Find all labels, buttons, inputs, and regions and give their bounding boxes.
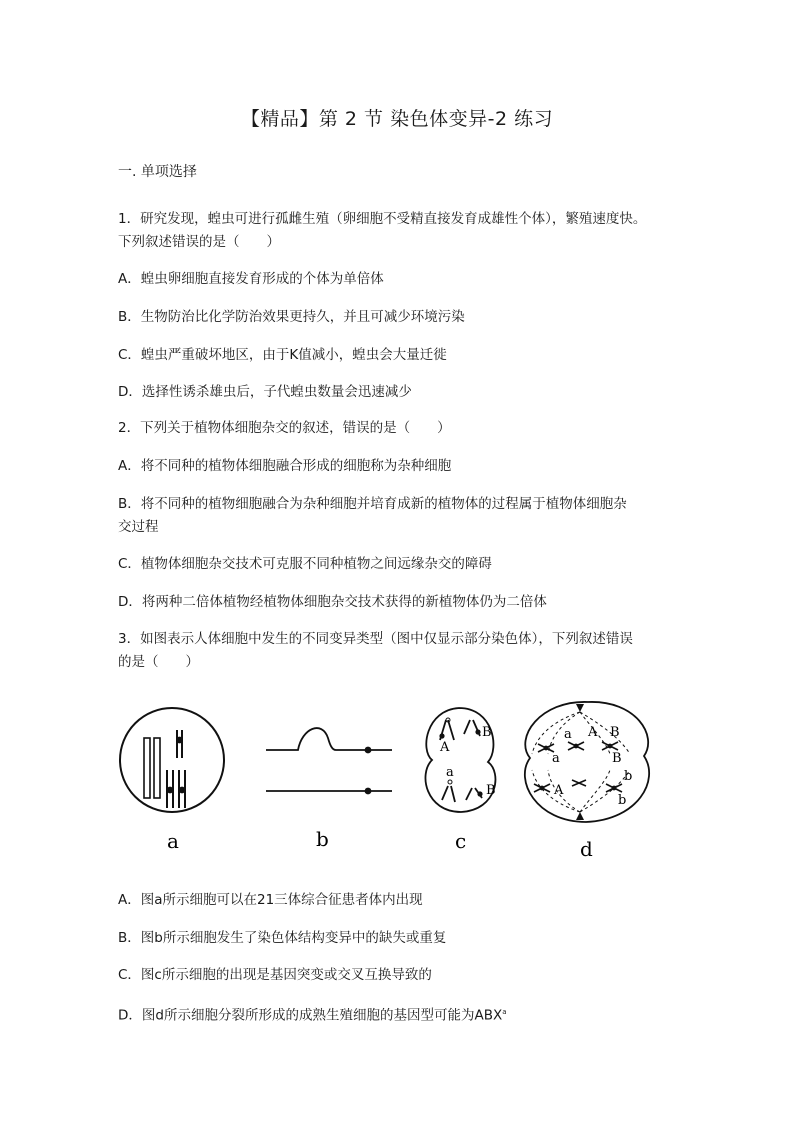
question-1-option-c: C．蝗虫严重破坏地区，由于K值减小，蝗虫会大量迁徙 [118, 347, 447, 363]
question-2-option-a: A．将不同种的植物体细胞融合形成的细胞称为杂种细胞 [118, 458, 452, 474]
question-1-stem-line-2: 下列叙述错误的是（ ） [118, 234, 280, 250]
chromosome-variation-figure [110, 690, 680, 865]
figure-d-gene-b-bottom: b [618, 793, 627, 808]
figure-d-label: d [580, 837, 593, 861]
figure-a-cell [120, 708, 224, 812]
figure-c-gene-B-bottom: B [486, 783, 496, 798]
question-1-option-d: D．选择性诱杀雄虫后，子代蝗虫数量会迅速减少 [118, 384, 412, 400]
question-2-stem: 2．下列关于植物体细胞杂交的叙述，错误的是（ ） [118, 420, 451, 436]
figure-c-gene-a: a [446, 765, 454, 780]
figure-c-gene-B-top: B [482, 725, 492, 740]
figure-c-label: c [455, 829, 467, 853]
question-3-stem-line-2: 的是（ ） [118, 654, 199, 670]
figure-d-cell [525, 702, 649, 822]
figure-c-gene-A: A [440, 740, 450, 755]
question-3-option-d-superscript: a [502, 1008, 507, 1016]
figure-d-gene-A-bottom: A [554, 783, 564, 798]
question-3-option-a: A．图a所示细胞可以在21三体综合征患者体内出现 [118, 892, 423, 908]
question-2-option-b-line-2: 交过程 [118, 519, 159, 535]
figure-b-label: b [316, 827, 329, 851]
figure-a-label: a [167, 829, 179, 853]
page-title: 【精品】第 2 节 染色体变异-2 练习 [240, 108, 554, 130]
figure-d-gene-b-mid: b [624, 769, 633, 784]
question-2-option-d: D．将两种二倍体植物经植物体细胞杂交技术获得的新植物体仍为二倍体 [118, 594, 547, 610]
question-1-option-a: A．蝗虫卵细胞直接发育形成的个体为单倍体 [118, 271, 384, 287]
question-1-option-b: B．生物防治比化学防治效果更持久，并且可减少环境污染 [118, 309, 465, 325]
question-3-option-d [118, 1001, 678, 1027]
question-3-stem-line-1: 3．如图表示人体细胞中发生的不同变异类型（图中仅显示部分染色体），下列叙述错误 [118, 631, 633, 647]
question-2-option-c: C．植物体细胞杂交技术可克服不同种植物之间远缘杂交的障碍 [118, 556, 492, 572]
question-2-option-b-line-1: B．将不同种的植物细胞融合为杂种细胞并培育成新的植物体的过程属于植物体细胞杂 [118, 496, 627, 512]
figure-b-chromosomes [266, 728, 392, 794]
figure-d-gene-A-top: A [588, 725, 598, 740]
question-1-stem-line-1: 1．研究发现，蝗虫可进行孤雌生殖（卵细胞不受精直接发育成雄性个体），繁殖速度快。 [118, 211, 647, 227]
figure-d-gene-B-mid: B [612, 751, 622, 766]
figure-d-gene-B-top: B [610, 725, 620, 740]
figure-c-cell [425, 708, 495, 812]
question-3-option-d-text: D．图d所示细胞分裂所形成的成熟生殖细胞的基因型可能为ABX [118, 1007, 503, 1024]
figure-d-gene-a-top: a [564, 727, 572, 742]
figure-d-gene-a-mid: a [552, 751, 560, 766]
question-3-option-b: B．图b所示细胞发生了染色体结构变异中的缺失或重复 [118, 930, 447, 946]
question-3-option-c: C．图c所示细胞的出现是基因突变或交叉互换导致的 [118, 967, 432, 983]
section-heading: 一. 单项选择 [118, 164, 197, 180]
